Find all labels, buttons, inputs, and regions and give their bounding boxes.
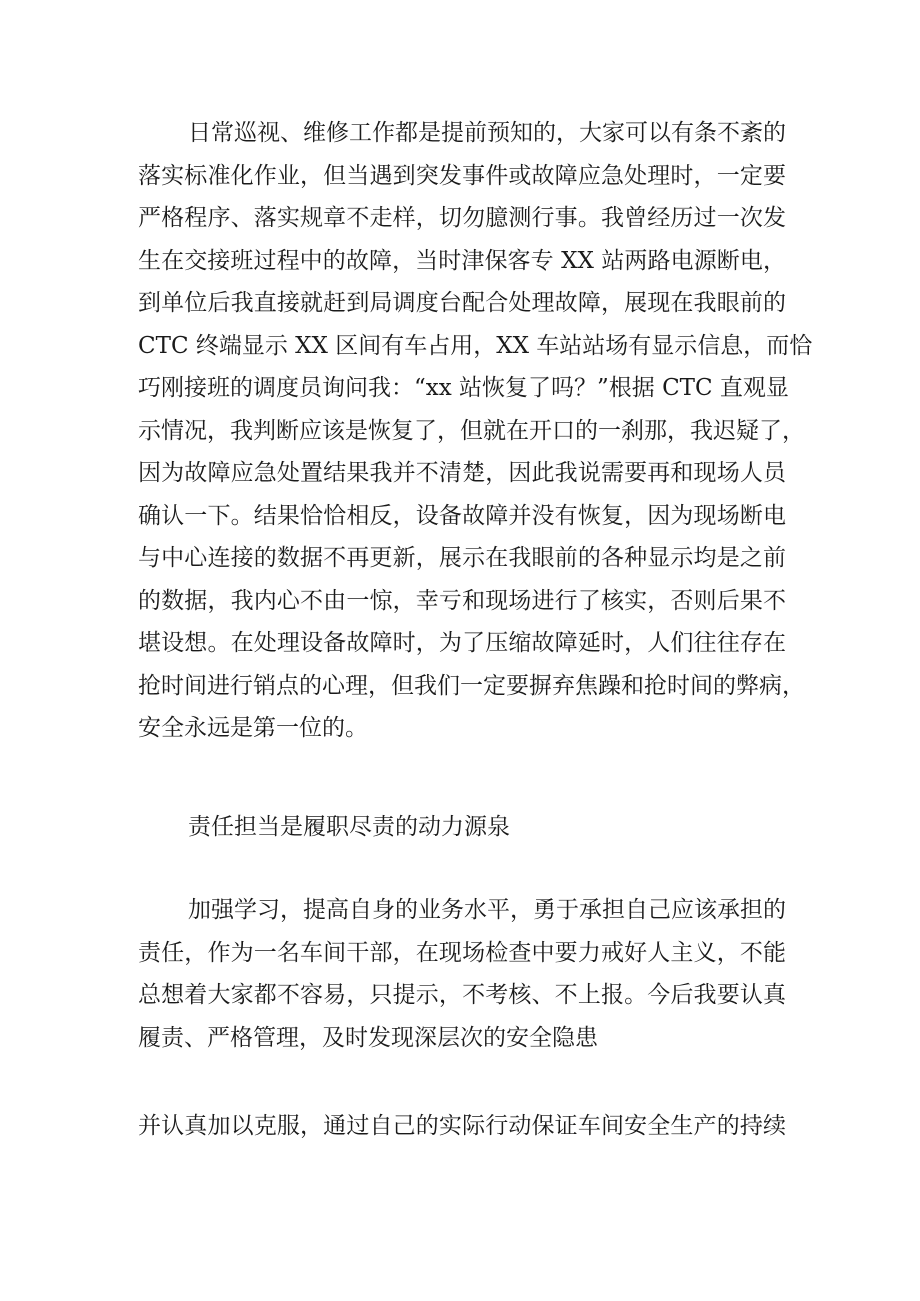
text-line: 巧刚接班的调度员询问我：“xx 站恢复了吗？”根据 CTC 直观显 — [138, 375, 789, 401]
text-line: 加强学习，提高自身的业务水平，勇于承担自己应该承担的 — [188, 897, 786, 923]
paragraph-continuation — [138, 1105, 786, 1148]
text-line: 严格程序、落实规章不走样，切勿臆测行事。我曾经历过一次发 — [138, 205, 786, 231]
text-line: 总想着大家都不容易，只提示，不考核、不上报。今后我要认真 — [138, 982, 786, 1008]
text-line: 因为故障应急处置结果我并不清楚，因此我说需要再和现场人员 — [138, 460, 786, 486]
text-line: 与中心连接的数据不再更新，展示在我眼前的各种显示均是之前 — [138, 545, 786, 571]
text-line: 安全永远是第一位的。 — [138, 715, 368, 741]
text-line: 责任，作为一名车间干部，在现场检查中要力戒好人主义，不能 — [138, 939, 786, 966]
paragraph-incident-story — [138, 112, 813, 750]
text-line: 履责、严格管理，及时发现深层次的安全隐患 — [138, 1024, 598, 1051]
text-line: CTC 终端显示 XX 区间有车占用，XX 车站站场有显示信息，而恰 — [138, 332, 813, 359]
text-line: 落实标准化作业，但当遇到突发事件或故障应急处理时，一定要 — [138, 162, 786, 189]
text-line: 日常巡视、维修工作都是提前预知的，大家可以有条不紊的 — [188, 120, 786, 146]
text-line: 的数据，我内心不由一惊，幸亏和现场进行了核实，否则后果不 — [138, 587, 786, 614]
text-line: 到单位后我直接就赶到局调度台配合处理故障，展现在我眼前的 — [138, 290, 786, 316]
paragraph-responsibility — [138, 889, 786, 1059]
section-heading — [138, 806, 786, 849]
text-line: 并认真加以克服，通过自己的实际行动保证车间安全生产的持续 — [138, 1113, 786, 1139]
text-line: 示情况，我判断应该是恢复了，但就在开口的一刹那，我迟疑了， — [138, 417, 805, 444]
heading-text: 责任担当是履职尽责的动力源泉 — [188, 814, 510, 840]
text-line: 抢时间进行销点的心理，但我们一定要摒弃焦躁和抢时间的弊病， — [138, 672, 805, 699]
text-line: 堪设想。在处理设备故障时，为了压缩故障延时，人们往往存在 — [138, 630, 786, 656]
text-line: 确认一下。结果恰恰相反，设备故障并没有恢复，因为现场断电 — [138, 502, 786, 529]
text-line: 生在交接班过程中的故障，当时津保客专 XX 站两路电源断电， — [138, 247, 786, 274]
